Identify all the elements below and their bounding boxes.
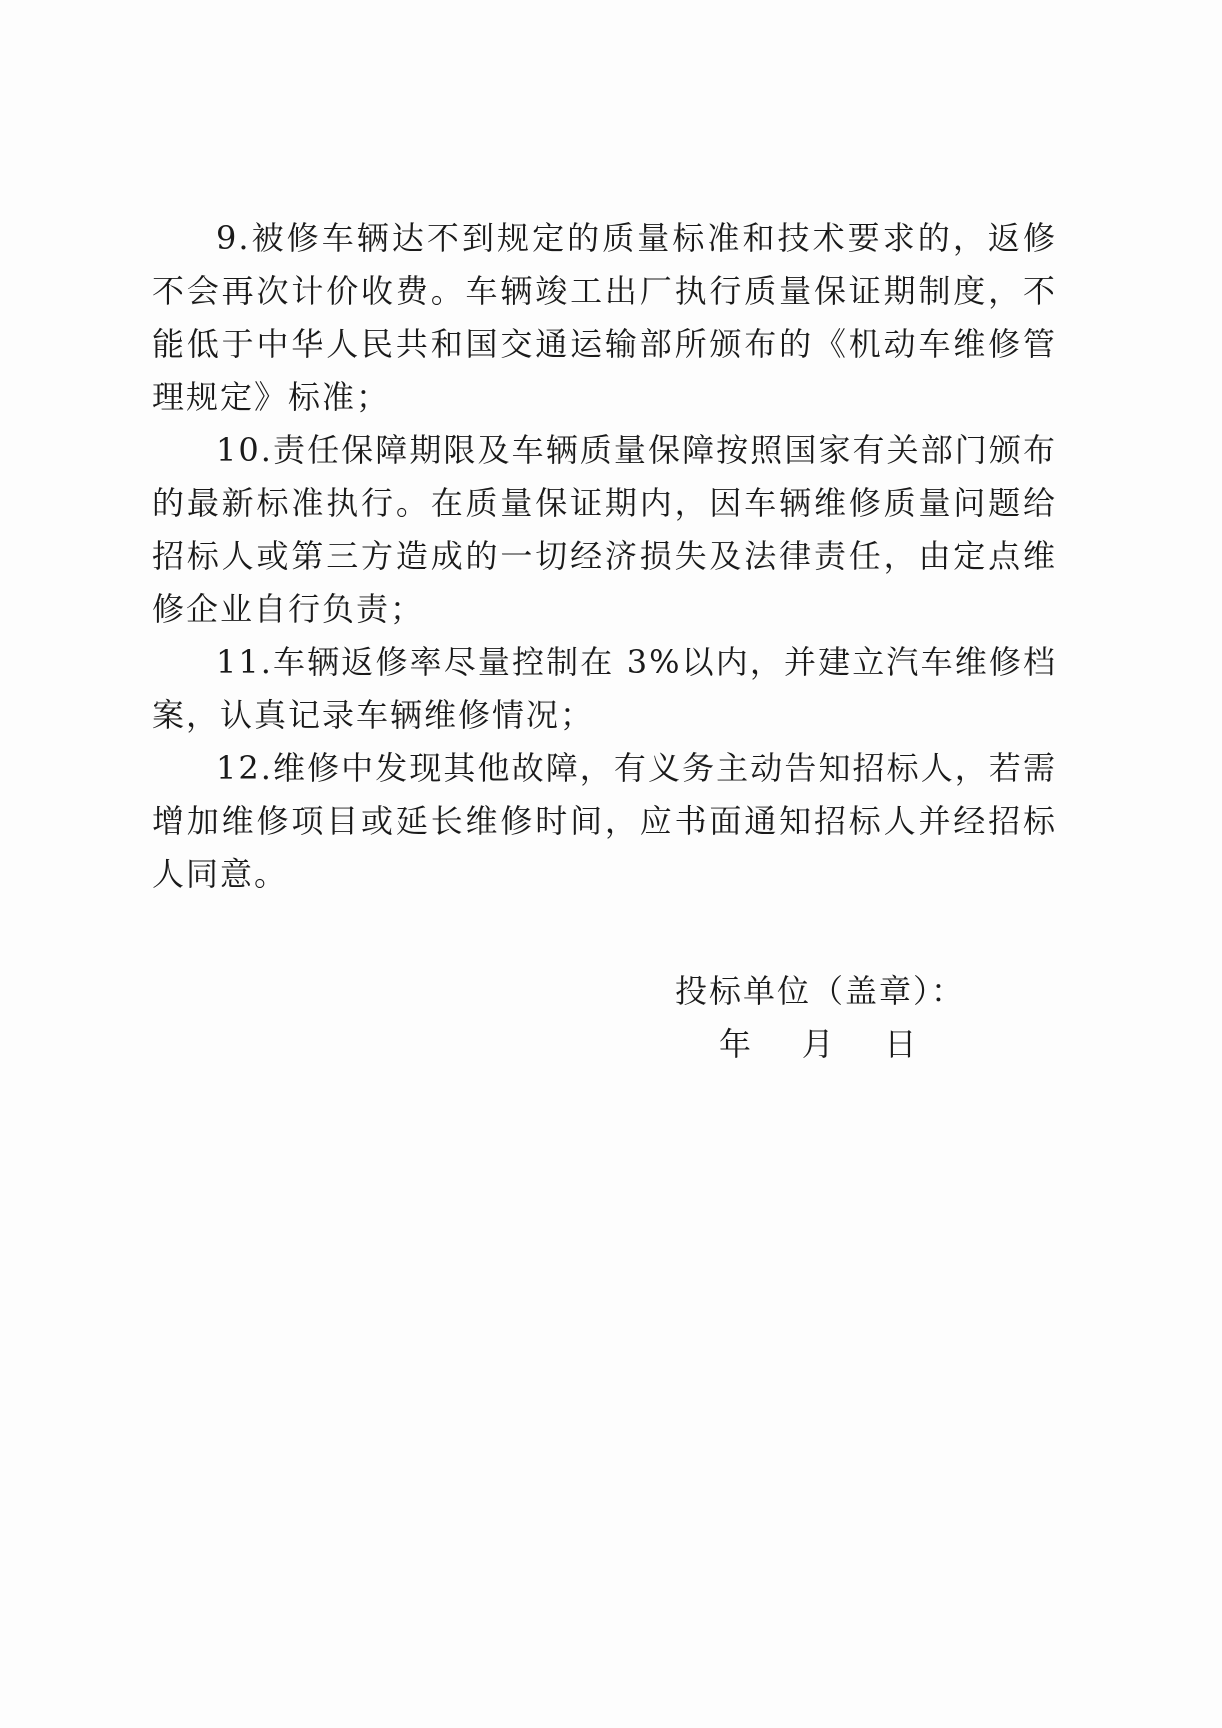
paragraph-item-10: 10.责任保障期限及车辆质量保障按照国家有关部门颁布的最新标准执行。在质量保证期内，因车辆维修质量问题给招标人或第三方造成的一切经济损失及法律责任，由定点维修企业自行负责；	[152, 431, 1057, 628]
paragraph-item-11: 11.车辆返修率尽量控制在 3%以内，并建立汽车维修档案，认真记录车辆维修情况；	[152, 643, 1057, 734]
document-body	[152, 212, 1057, 901]
paragraph-item-9: 9.被修车辆达不到规定的质量标准和技术要求的，返修不会再次计价收费。车辆竣工出厂执行质量保证期制度，不能低于中华人民共和国交通运输部所颁布的《机动车维修管理规定》标准；	[152, 219, 1057, 416]
paragraph-item-12: 12.维修中发现其他故障，有义务主动告知招标人，若需增加维修项目或延长维修时间，应书面通知招标人并经招标人同意。	[152, 749, 1057, 893]
signature-date: 年 月 日	[719, 1025, 919, 1063]
signature-block	[675, 965, 995, 1071]
bidder-seal-label: 投标单位（盖章）：	[675, 972, 966, 1010]
